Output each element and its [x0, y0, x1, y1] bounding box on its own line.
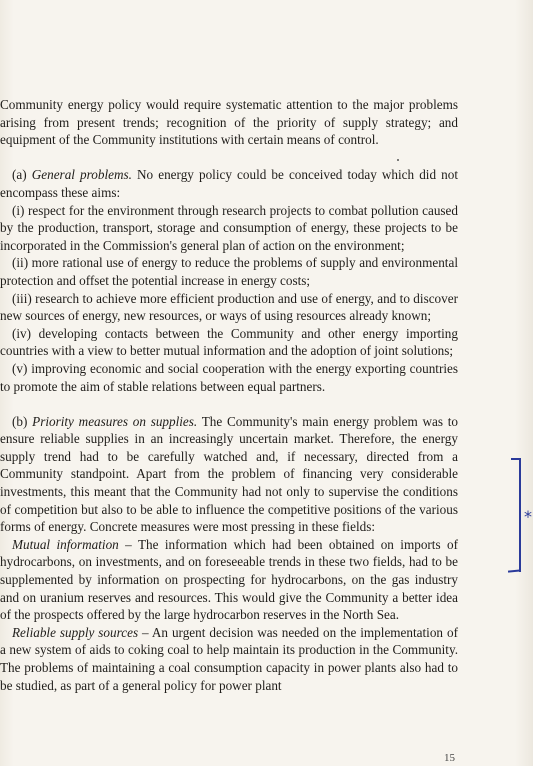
mutual-information-paragraph [0, 536, 458, 624]
reliable-supply-text: – An urgent decision was needed on the implementation of a new system of aids to coking coal to help maintain its production in the Community. The problems of maintaining a coal consumption capacity in power plants also had to be studied, as part of a general policy for power plant [0, 624, 458, 693]
mutual-information-heading: Mutual information [12, 536, 119, 552]
margin-bracket-bottom [508, 569, 521, 572]
list-item-ii: (ii) more rational use of energy to reduce the problems of supply and environmental protection and offset the potential increase in energy costs; [0, 255, 458, 288]
list-item-v: (v) improving economic and social cooperation with the energy exporting countries to promote the aim of stable relations between equal partners. [0, 360, 458, 394]
section-a-text: No energy policy could be conceived today which did not encompass these aims: [0, 167, 458, 200]
section-a-heading: General problems. [31, 167, 132, 183]
section-b-paragraph [0, 413, 458, 536]
margin-asterisk: * [524, 507, 532, 526]
section-a-label: (a) [12, 167, 27, 183]
reliable-supply-paragraph [0, 624, 458, 694]
section-b-label: (b) [12, 413, 28, 429]
body-text [0, 96, 458, 694]
section-a-paragraph [0, 166, 458, 201]
section-b-heading: Priority measures on supplies. [32, 413, 198, 429]
list-item-iii: (iii) research to achieve more efficient production and use of energy, and to discover new sources of energy, new resources, or ways of using resources already known; [0, 290, 458, 324]
list-item-i: (i) respect for the environment through research projects to combat pollution caused by the production, transport, storage and consumption of energy, these projects to be incorporated in the Commission's general plan of action on the environment; [0, 202, 458, 253]
margin-bracket-vertical [519, 458, 521, 572]
section-b-text: The Community's main energy problem was to ensure reliable supplies in an increasingly uncertain market. Therefore, the energy supply trend had to be carefully watched and, if necessary, directed from a Community standpoint. Apart from the problem of financing very considerable investments, this meant that the Community had not only to supervise the conditions of competition but also to be able to influence the competitive positions of the various forms of energy. Concrete measures were most pressing in these fields: [0, 413, 459, 535]
mutual-information-text: – The information which had been obtained on imports of hydrocarbons, on investments, and on foreseeable trends in these two fields, had to be supplemented by information on prospecting for hydrocarbons, on the gas industry and on uranium reserves and resources. This would give the Community a better idea of the prospects offered by the large hydrocarbon reserves in the North Sea. [0, 536, 458, 623]
reliable-supply-heading: Reliable supply sources [12, 624, 139, 640]
page-number: 15 [444, 752, 455, 764]
intro-paragraph: Community energy policy would require systematic attention to the major problems arising from present trends; recognition of the priority of supply strategy; and equipment of the Community institutions with certain means of control. [0, 97, 458, 148]
list-item-iv: (iv) developing contacts between the Community and other energy importing countries with a view to better mutual information and the adoption of joint solutions; [0, 325, 458, 359]
